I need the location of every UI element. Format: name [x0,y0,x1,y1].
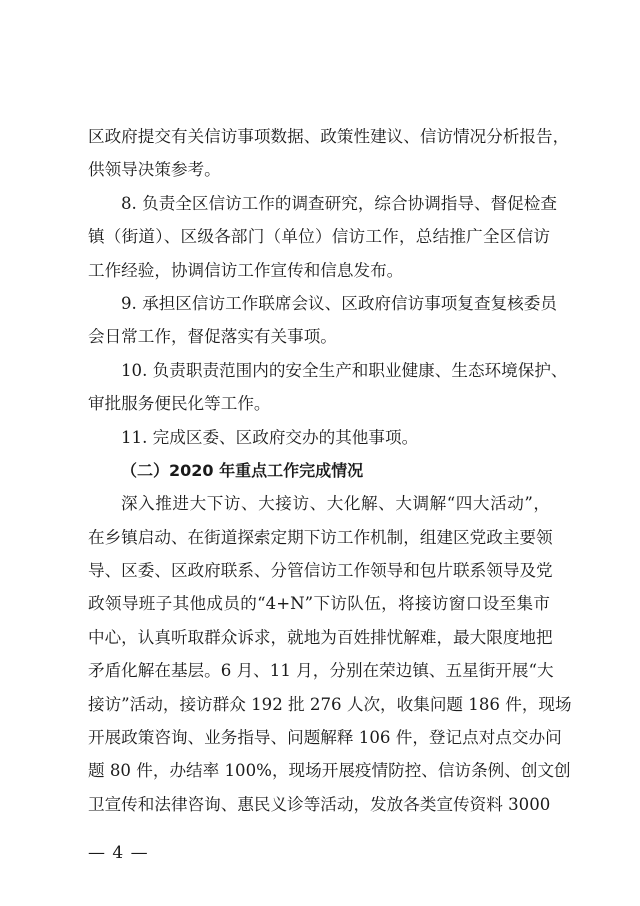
section-paragraph-line: 政领导班子其他成员的“4+N”下访队伍，将接访窗口设至集市 [88,594,550,614]
item-10-line: 10. 负责职责范围内的安全生产和职业健康、生态环境保护、 [121,360,568,380]
item-9-line: 会日常工作，督促落实有关事项。 [88,327,337,347]
page-number: — 4 — [88,843,149,863]
section-paragraph-line: 开展政策咨询、业务指导、问题解释 106 件，登记点对点交办问 [88,728,562,748]
section-paragraph-line: 深入推进大下访、大接访、大化解、大调解“四大活动”， [121,494,550,514]
item-8-line: 镇（街道）、区级各部门（单位）信访工作，总结推广全区信访 [88,227,550,247]
item-11-line: 11. 完成区委、区政府交办的其他事项。 [121,427,419,447]
paragraph-line: 区政府提交有关信访事项数据、政策性建议、信访情况分析报告， [88,127,570,146]
body-text [88,120,572,821]
section-paragraph-line: 中心，认真听取群众诉求，就地为百姓排忧解难，最大限度地把 [88,627,553,647]
item-8-line: 8. 负责全区信访工作的调查研究，综合协调指导、督促检查 [121,193,557,213]
section-paragraph-line: 接访”活动，接访群众 192 批 276 人次，收集问题 186 件，现场 [88,694,572,714]
section-paragraph-line: 矛盾化解在基层。6 月、11 月，分别在荣边镇、五星街开展“大 [88,661,554,681]
section-paragraph-line: 导、区委、区政府联系、分管信访工作领导和包片联系领导及党 [88,561,553,581]
section-paragraph-line: 卫宣传和法律咨询、惠民义诊等活动，发放各类宣传资料 3000 [88,794,551,814]
paragraph-line: 供领导决策参考。 [88,160,221,180]
item-8-line: 工作经验，协调信访工作宣传和信息发布。 [88,260,404,280]
section-heading: （二）2020 年重点工作完成情况 [121,460,364,480]
section-paragraph-line: 题 80 件，办结率 100%，现场开展疫情防控、信访条例、创文创 [88,761,571,781]
section-paragraph-line: 在乡镇启动、在街道探索定期下访工作机制，组建区党政主要领 [88,527,553,547]
item-10-line: 审批服务便民化等工作。 [88,394,271,414]
item-9-line: 9. 承担区信访工作联席会议、区政府信访事项复查复核委员 [121,293,557,313]
